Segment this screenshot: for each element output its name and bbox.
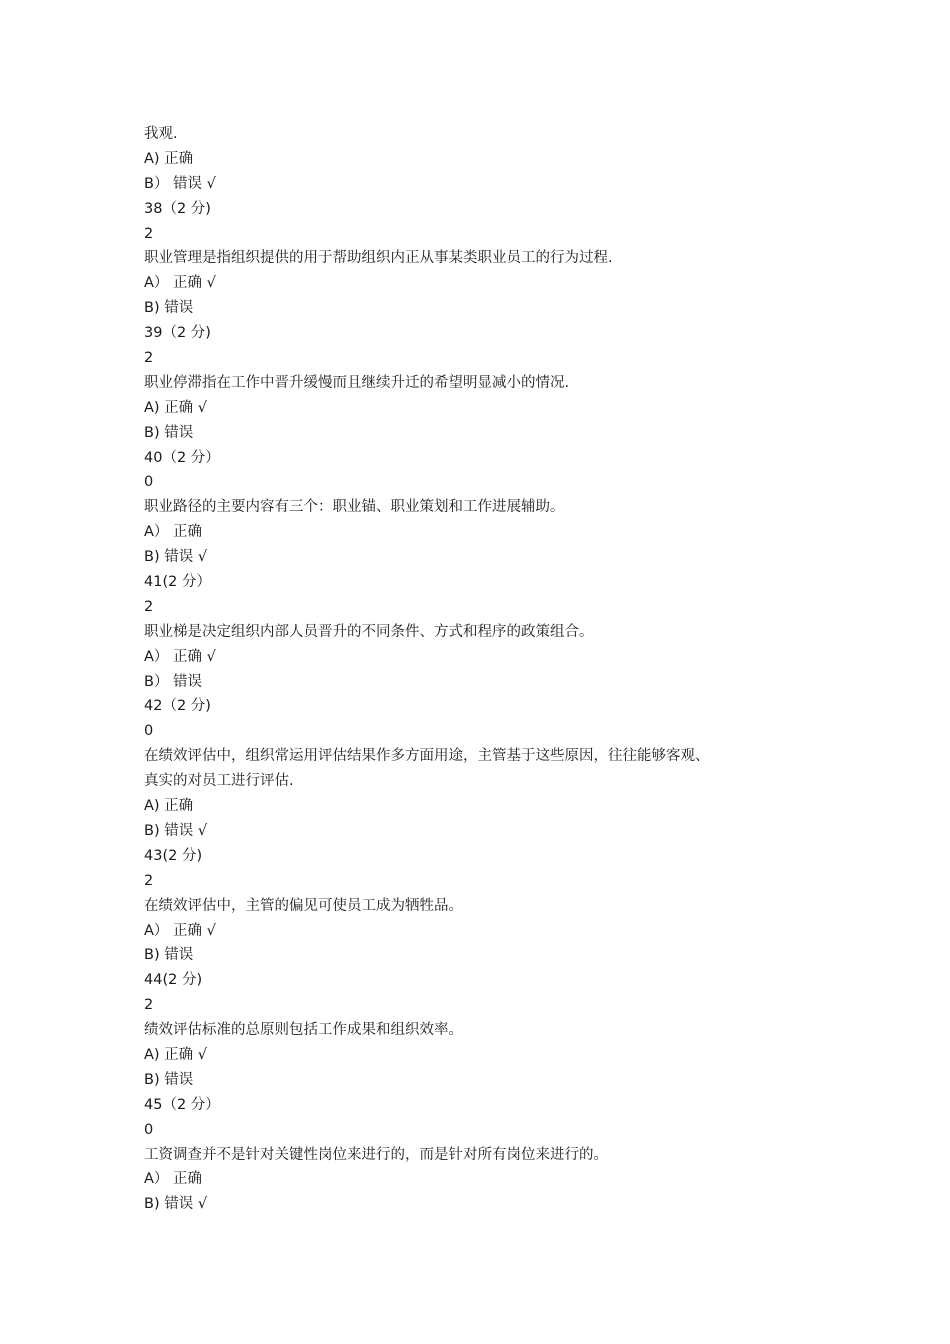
option-b: B) 错误: [144, 424, 194, 441]
option-a: A) 正确: [144, 150, 194, 167]
score: 2: [144, 872, 154, 889]
option-a: A） 正确 √: [144, 648, 216, 665]
question-number: 43(2 分): [144, 847, 203, 864]
option-b: B) 错误 √: [144, 549, 208, 566]
question-text: 职业停滞指在工作中晋升缓慢而且继续升迁的希望明显减小的情况.: [144, 374, 570, 391]
option-a: A) 正确 √: [144, 399, 208, 416]
option-b: B) 错误: [144, 947, 194, 964]
score: 0: [144, 474, 154, 491]
option-a: A） 正确 √: [144, 275, 216, 292]
option-b: B） 错误 √: [144, 175, 216, 192]
option-a: A） 正确: [144, 1171, 203, 1188]
score: 2: [144, 997, 154, 1014]
score: 2: [144, 598, 154, 615]
document-body: [144, 122, 824, 1217]
question-text: 工资调查并不是针对关键性岗位来进行的，而是针对所有岗位来进行的。: [144, 1146, 608, 1163]
option-b: B) 错误: [144, 1071, 194, 1088]
option-a: A) 正确 √: [144, 1046, 208, 1063]
question-text: 职业路径的主要内容有三个：职业锚、职业策划和工作进展辅助。: [144, 499, 565, 516]
question-text: 职业管理是指组织提供的用于帮助组织内正从事某类职业员工的行为过程.: [144, 250, 613, 267]
option-b: B) 错误 √: [144, 822, 208, 839]
question-number: 42（2 分): [144, 698, 211, 715]
score: 0: [144, 723, 154, 740]
question-number: 40（2 分）: [144, 449, 220, 466]
option-b: B) 错误: [144, 300, 194, 317]
question-text-continued: 真实的对员工进行评估.: [144, 773, 294, 790]
score: 0: [144, 1121, 154, 1138]
question-text: 在绩效评估中，组织常运用评估结果作多方面用途，主管基于这些原因，往往能够客观、: [144, 748, 710, 765]
score: 2: [144, 225, 154, 242]
text-line: 我观.: [144, 126, 178, 142]
question-number: 44(2 分): [144, 972, 203, 989]
option-b: B) 错误 √: [144, 1196, 208, 1213]
option-b: B） 错误: [144, 673, 203, 690]
option-a: A） 正确 √: [144, 922, 216, 939]
option-a: A） 正确: [144, 524, 203, 541]
question-number: 38（2 分): [144, 200, 211, 217]
question-number: 41(2 分）: [144, 574, 211, 591]
question-number: 45（2 分）: [144, 1096, 220, 1113]
question-number: 39（2 分): [144, 325, 211, 342]
question-text: 在绩效评估中，主管的偏见可使员工成为牺牲品。: [144, 897, 463, 914]
score: 2: [144, 350, 154, 367]
question-text: 绩效评估标准的总原则包括工作成果和组织效率。: [144, 1022, 463, 1039]
option-a: A) 正确: [144, 798, 194, 815]
question-text: 职业梯是决定组织内部人员晋升的不同条件、方式和程序的政策组合。: [144, 623, 594, 640]
